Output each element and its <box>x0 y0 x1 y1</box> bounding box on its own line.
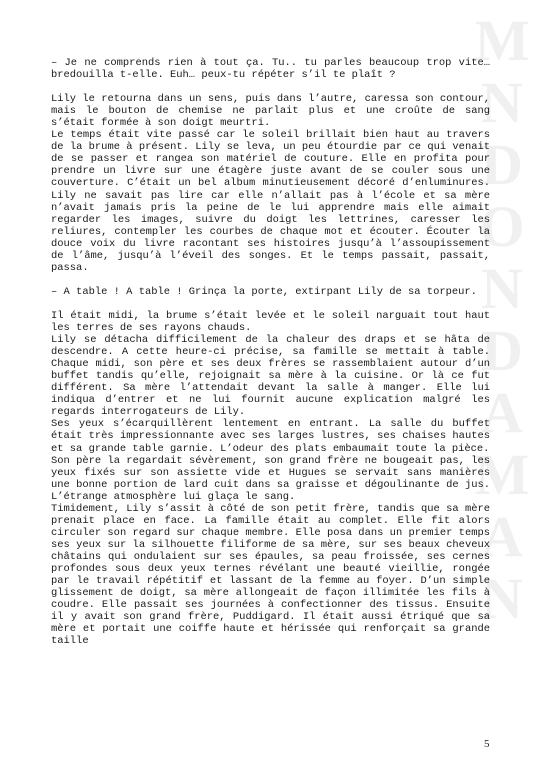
watermark-letter: M <box>474 10 530 73</box>
watermark-letter: N <box>481 256 523 321</box>
watermark-letter: N <box>481 566 523 631</box>
watermark-letter: N <box>481 70 523 135</box>
body-text <box>51 57 490 647</box>
paragraph-button: Lily le retourna dans un sens, puis dans l’autre, caressa son contour, mais le bouton de chemise ne parlait plus et une croûte de sang s’était formée à son doigt meurtri. <box>51 93 490 130</box>
paragraph-noon: Il était midi, la brume s’était levée et le soleil narguait tout haut les terres de ses rayons chauds. <box>51 309 490 335</box>
paragraph-family: Timidement, Lily s’assit à côté de son petit frère, tandis que sa mère prenait place en face. La famille était au complet. Elle fit alors circuler son regard sur chaque membre. Elle posa dans un premier temps ses yeux sur la silhouette filiforme de sa mère, sur ses beaux cheveux châtains qui ondulaient sur ses épaules, sa peau froissée, ses cernes profondes sous deux yeux ternes révélant une beauté vieillie, rongée par le travail répétitif et lassant de la femme au foyer. D’un simple glissement de doigt, sa mère allongeait de façon illimitée les fils à coudre. Elle passait ses journées à confectionner des tissus. Ensuite il y avait son grand frère, Puddigard. Il était aussi étriqué que sa mère et portait une coiffe haute et hérissée qui renforçait sa grande taille <box>51 502 490 648</box>
watermark-letter: M <box>474 442 530 507</box>
watermark-letter: O <box>479 194 525 259</box>
watermark-letter: A <box>481 380 523 445</box>
paragraph-descend: Lily se détacha difficilement de la chaleur des draps et se hâta de descendre. A cette heure-ci précise, sa famille se mettait à table. Chaque midi, son père et ses deux frères se rassemblaient autour d’un buffet tandis qu’elle, rejoignait sa mère à la cuisine. Or là ce fut différent. Sa mère l’attendait devant la salle à manger. Elle lui indiqua d’entrer et ne lui fournit aucune explication malgré les regards interrogateurs de Lily. <box>51 334 490 419</box>
paragraph-father: Son père la regardait sévèrement, son grand frère ne bougeait pas, les yeux fixés sur son assiette vide et Hugues se servait sans manières une bonne portion de lard cuit dans sa graisse et dégoulinante de jus. L’étrange atmosphère lui glaça le sang. <box>51 454 490 503</box>
watermark-letter: D <box>481 132 523 197</box>
watermark-letter: D <box>481 318 523 383</box>
page-number: 5 <box>484 738 490 750</box>
paragraph-book: Le temps était vite passé car le soleil brillait bien haut au travers de la brume à présent. Lily se leva, un peu étourdie par ce qui venait de se passer et rangea son matériel de couture. Elle en profita pour prendre un livre sur une étagère juste avant de se couler sous une couverture. C’était un bel album minutieusement décoré d’enluminures. Lily ne savait pas lire car elle n’allait pas à l’école et sa mère n’avait jamais pris la peine de le lui apprendre mais elle aimait regarder les images, suivre du doigt les lettrines, caresser les reliures, contempler les courbes de chaque mot et écouter. Écouter la douce voix du livre racontant ses histoires jusqu’à l’assoupissement de l’âme, jusqu’à l’éveil des songes. Et le temps passait, passait, passa. <box>51 129 490 274</box>
paragraph-dialogue-2: – A table ! A table ! Grinça la porte, extirpant Lily de sa torpeur. <box>51 285 477 298</box>
watermark-letter: A <box>481 504 523 569</box>
paragraph-dining-room: Ses yeux s’écarquillèrent lentement en entrant. La salle du buffet était très impressionnante avec ses larges lustres, ses chaises hautes et sa grande table garnie. L’odeur des plats embaumait toute la pièce. <box>51 418 490 455</box>
paragraph-dialogue-1: – Je ne comprends rien à tout ça. Tu.. tu parles beaucoup trop vite… bredouilla t-elle. Euh… peux-tu répéter s’il te plaît ? <box>51 57 490 82</box>
